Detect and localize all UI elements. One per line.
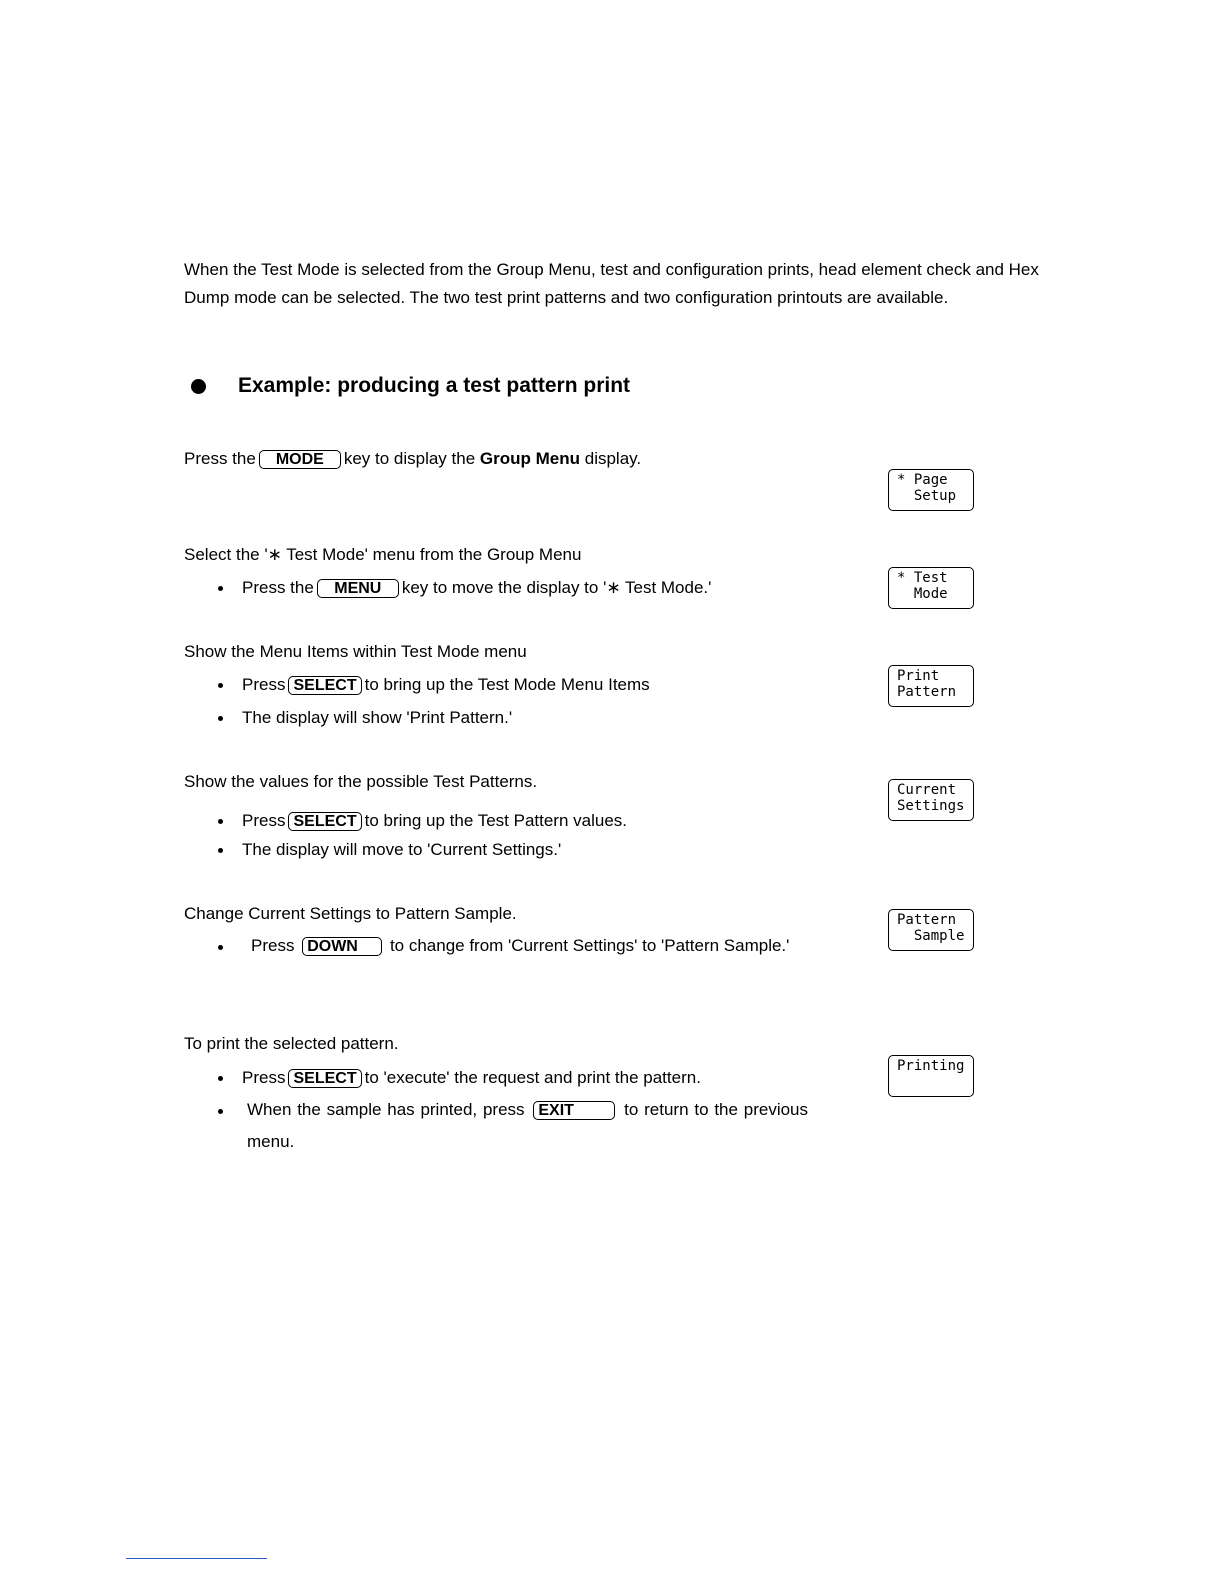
step1-pre: Press the (184, 449, 256, 468)
step6-b1-pre: Press (242, 1068, 286, 1087)
heading-bullet (191, 379, 206, 394)
footer-rule (126, 1558, 267, 1559)
lcd-current-settings: Current Settings (888, 779, 974, 821)
step4-title: Show the values for the possible Test Patterns. (184, 772, 538, 791)
lcd-pattern-sample: Pattern Sample (888, 909, 974, 951)
step4-bullet2 (218, 840, 561, 860)
bullet-dot (218, 945, 223, 950)
step2-title: Select the '∗ Test Mode' menu from the Group Menu (184, 545, 582, 564)
step5-bullet1 (218, 937, 808, 962)
step6-bullet1 (218, 1068, 701, 1088)
step3-bullet2 (218, 708, 512, 728)
lcd-print-pattern: Print Pattern (888, 665, 974, 707)
bullet-dot (218, 1076, 223, 1081)
step6-b1-post: to 'execute' the request and print the pattern. (364, 1068, 701, 1087)
select-key: SELECT (288, 676, 361, 695)
down-key: DOWN (302, 937, 382, 956)
step5-b1-pre: Press (251, 936, 295, 955)
intro-paragraph: When the Test Mode is selected from the Group Menu, test and configuration prints, head element check and Hex Dump mode can be selected. The two test print patterns and two configuration printouts are available. (184, 260, 1039, 307)
step4-b1-pre: Press (242, 811, 286, 830)
step3-b1-post: to bring up the Test Mode Menu Items (364, 675, 650, 694)
lcd-printing: Printing (888, 1055, 974, 1097)
select-key: SELECT (288, 1069, 361, 1088)
step6-title: To print the selected pattern. (184, 1034, 399, 1053)
step6-b2-post: to return to the previous menu. (247, 1100, 809, 1151)
bullet-dot (218, 586, 223, 591)
bullet-dot (218, 716, 223, 721)
step2-b1-pre: Press the (242, 578, 314, 597)
step4-b1-post: to bring up the Test Pattern values. (364, 811, 627, 830)
lcd-test-mode: * Test Mode (888, 567, 974, 609)
step6-b2-pre: When the sample has printed, press (247, 1100, 525, 1119)
step6-b2-text (247, 1094, 808, 1158)
step5-title: Change Current Settings to Pattern Sample. (184, 904, 517, 923)
select-key: SELECT (288, 812, 361, 831)
heading-text: Example: producing a test pattern print (238, 374, 631, 397)
step3-b2: The display will show 'Print Pattern.' (242, 708, 513, 727)
menu-key: MENU (317, 579, 399, 598)
step4-b2: The display will move to 'Current Settings.' (242, 840, 562, 859)
step1-line (184, 449, 641, 469)
step3-bullet1 (218, 675, 650, 695)
exit-key: EXIT (533, 1101, 615, 1120)
step3-b1-pre: Press (242, 675, 286, 694)
step4-bullet1 (218, 811, 627, 831)
step1-end: display. (584, 449, 642, 468)
section-heading (186, 374, 630, 398)
lcd-page-setup: * Page Setup (888, 469, 974, 511)
step2-bullet1 (218, 578, 711, 598)
step1-post: key to display the (343, 449, 476, 468)
bullet-dot (218, 819, 223, 824)
step5-b1-text (251, 930, 808, 962)
bullet-dot (218, 1109, 223, 1114)
step5-b1-post: to change from 'Current Settings' to 'Pattern Sample.' (389, 936, 790, 955)
step2-b1-post: key to move the display to '∗ Test Mode.' (401, 578, 712, 597)
mode-key: MODE (259, 450, 341, 469)
step1-bold: Group Menu (479, 449, 581, 468)
bullet-dot (218, 848, 223, 853)
step3-title: Show the Menu Items within Test Mode menu (184, 642, 527, 661)
bullet-dot (218, 683, 223, 688)
step6-bullet2 (218, 1101, 808, 1158)
